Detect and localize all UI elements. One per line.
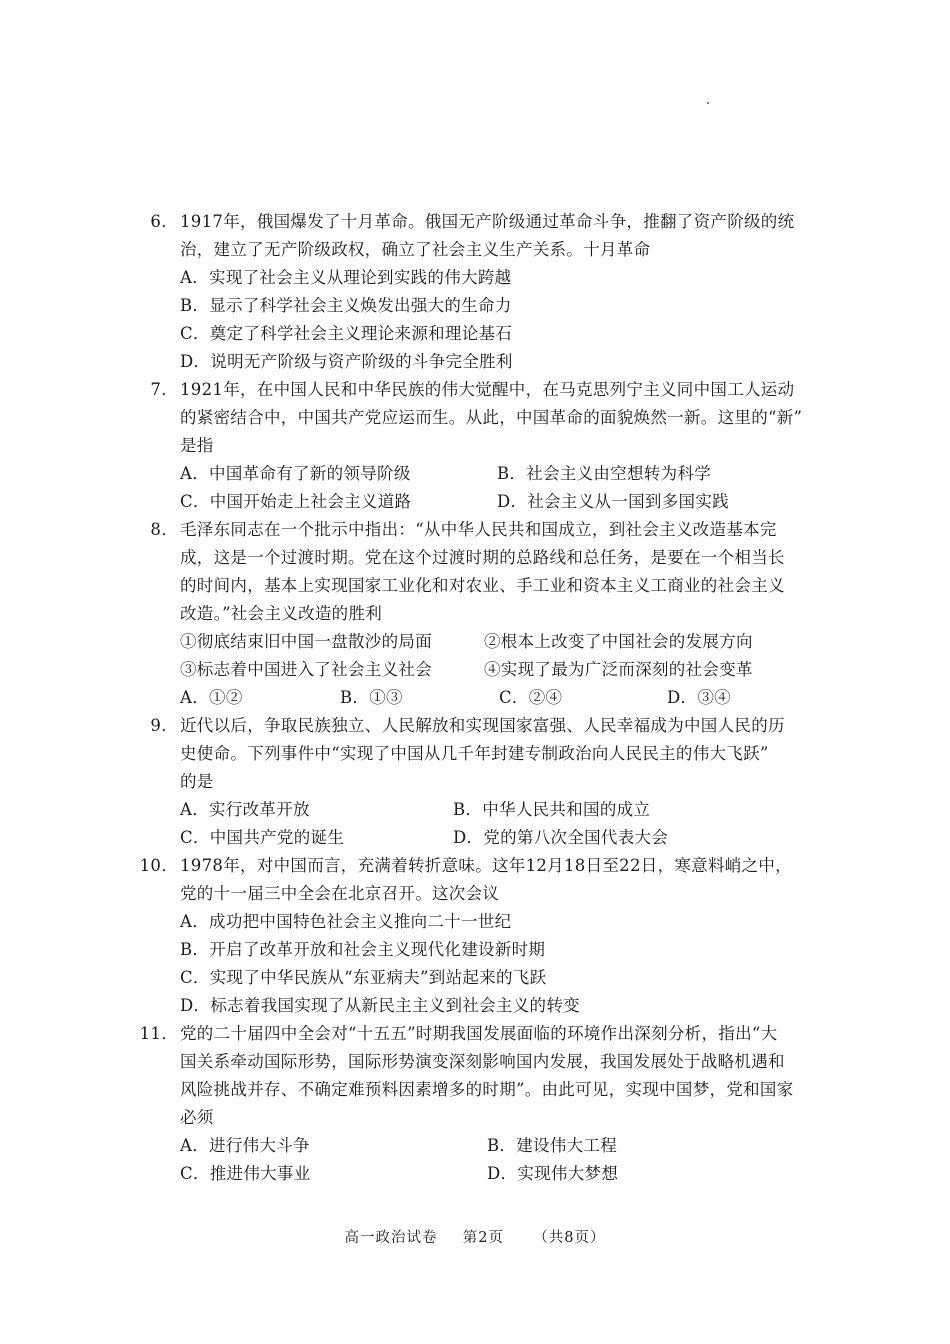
option-c: C．推进伟大事业: [180, 1164, 311, 1183]
question-6: [0, 208, 950, 376]
question-stem-line: 1978年，对中国而言，充满着转折意味。这年12月18日至22日，寒意料峭之中，: [180, 856, 792, 875]
option-c: C．实现了中华民族从“东亚病夫”到站起来的飞跃: [180, 968, 547, 987]
statement-3: ③标志着中国进入了社会主义社会: [180, 660, 432, 679]
option-b: B．社会主义由空想转为科学: [497, 464, 712, 483]
option-b: B．建设伟大工程: [487, 1136, 618, 1155]
question-stem-line: 治，建立了无产阶级政权，确立了社会主义生产关系。十月革命: [180, 240, 651, 259]
option-d: D．标志着我国实现了从新民主主义到社会主义的转变: [180, 996, 580, 1015]
question-8: [0, 516, 950, 712]
option-c: C．②④: [499, 688, 563, 707]
option-a: A．实行改革开放: [180, 800, 310, 819]
question-number: 6．: [150, 212, 178, 231]
question-number: 7．: [150, 380, 178, 399]
option-b: B．①③: [340, 688, 403, 707]
question-stem-line: 的是: [180, 772, 214, 791]
question-stem-line: 党的十一届三中全会在北京召开。这次会议: [180, 884, 500, 903]
scan-speck: [707, 102, 709, 104]
question-list: [0, 208, 950, 1188]
question-stem-line: 史使命。下列事件中“实现了中国从几千年封建专制政治向人民民主的伟大飞跃”: [180, 744, 769, 763]
question-9: [0, 712, 950, 852]
option-d: D．社会主义从一国到多国实践: [497, 492, 729, 511]
question-stem-line: 必须: [180, 1108, 214, 1127]
option-d: D．实现伟大梦想: [487, 1164, 619, 1183]
option-b: B．显示了科学社会主义焕发出强大的生命力: [180, 296, 512, 315]
page-footer: [0, 1226, 950, 1247]
option-c: C．奠定了科学社会主义理论来源和理论基石: [180, 324, 513, 343]
footer-subject: 高一政治试卷: [344, 1230, 438, 1246]
question-10: [0, 852, 950, 1020]
option-d: D．说明无产阶级与资产阶级的斗争完全胜利: [180, 352, 513, 371]
option-a: A．成功把中国特色社会主义推向二十一世纪: [180, 912, 512, 931]
footer-page-number: 第2页: [462, 1230, 504, 1246]
option-c: C．中国共产党的诞生: [180, 828, 345, 847]
question-stem-line: 近代以后，争取民族独立、人民解放和实现国家富强、人民幸福成为中国人民的历: [180, 716, 785, 735]
question-stem-line: 毛泽东同志在一个批示中指出：“从中华人民共和国成立，到社会主义改造基本完: [180, 520, 777, 539]
question-stem-line: 1917年，俄国爆发了十月革命。俄国无产阶级通过革命斗争，推翻了资产阶级的统: [180, 212, 795, 231]
question-stem-line: 风险挑战并存、不确定难预料因素增多的时期”。由此可见，实现中国梦，党和国家: [180, 1080, 794, 1099]
question-number: 9．: [150, 716, 178, 735]
option-d: D．③④: [667, 688, 731, 707]
question-number: 11．: [139, 1024, 178, 1043]
option-b: B．开启了改革开放和社会主义现代化建设新时期: [180, 940, 546, 959]
question-stem-line: 成，这是一个过渡时期。党在这个过渡时期的总路线和总任务，是要在一个相当长: [180, 548, 785, 567]
option-d: D．党的第八次全国代表大会: [453, 828, 669, 847]
question-stem-line: 党的二十届四中全会对“十五五”时期我国发展面临的环境作出深刻分析，指出“大: [180, 1024, 778, 1043]
question-stem-line: 1921年，在中国人民和中华民族的伟大觉醒中，在马克思列宁主义同中国工人运动: [180, 380, 795, 399]
footer-total-pages: （共8页）: [533, 1230, 606, 1246]
question-7: [0, 376, 950, 516]
question-stem-line: 的紧密结合中，中国共产党应运而生。从此，中国革命的面貌焕然一新。这里的“新”: [180, 408, 803, 427]
question-stem-line: 改造。”社会主义改造的胜利: [180, 604, 383, 623]
question-number: 10．: [139, 856, 178, 875]
statement-2: ②根本上改变了中国社会的发展方向: [484, 632, 753, 651]
question-number: 8．: [150, 520, 178, 539]
option-a: A．实现了社会主义从理论到实践的伟大跨越: [180, 268, 512, 287]
option-a: A．进行伟大斗争: [180, 1136, 310, 1155]
statement-4: ④实现了最为广泛而深刻的社会变革: [484, 660, 753, 679]
question-stem-line: 的时间内，基本上实现国家工业化和对农业、手工业和资本主义工商业的社会主义: [180, 576, 785, 595]
statement-1: ①彻底结束旧中国一盘散沙的局面: [180, 632, 432, 651]
question-11: [0, 1020, 950, 1188]
option-b: B．中华人民共和国的成立: [453, 800, 651, 819]
question-stem-line: 国关系牵动国际形势，国际形势演变深刻影响国内发展，我国发展处于战略机遇和: [180, 1052, 785, 1071]
question-stem-line: 是指: [180, 436, 214, 455]
option-a: A．①②: [180, 688, 243, 707]
option-c: C．中国开始走上社会主义道路: [180, 492, 412, 511]
option-a: A．中国革命有了新的领导阶级: [180, 464, 411, 483]
